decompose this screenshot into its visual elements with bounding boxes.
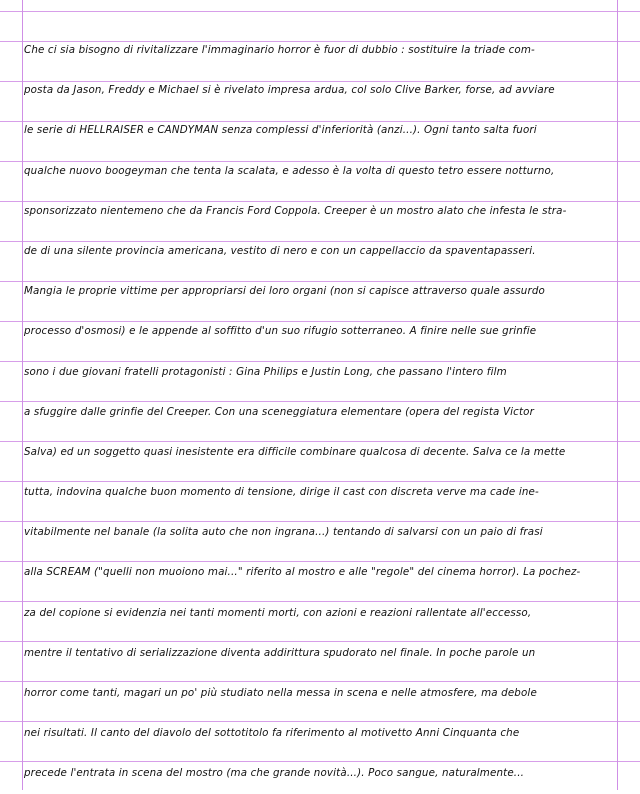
handwritten-review-text — [24, 30, 620, 794]
text-line: qualche nuovo boogeyman che tenta la scalata, e adesso è la volta di questo tetro essere notturno, — [24, 164, 555, 177]
text-line: de di una silente provincia americana, vestito di nero e con un cappellaccio da spaventapasseri. — [24, 244, 536, 257]
text-line: vitabilmente nel banale (la solita auto che non ingrana...) tentando di salvarsi con un paio di frasi — [24, 526, 543, 539]
left-margin-rule — [22, 0, 23, 790]
text-line: nei risultati. Il canto del diavolo del sottotitolo fa riferimento al motivetto Anni Cinquanta che — [24, 727, 520, 740]
text-line: sono i due giovani fratelli protagonisti : Gina Philips e Justin Long, che passano l'intero film — [24, 365, 507, 378]
text-line: Che ci sia bisogno di rivitalizzare l'immaginario horror è fuor di dubbio : sostituire la triade com- — [24, 44, 535, 56]
text-line: le serie di HELLRAISER e CANDYMAN senza complessi d'inferiorità (anzi...). Ogni tanto salta fuori — [24, 124, 537, 137]
text-line: alla SCREAM ("quelli non muoiono mai..." riferito al mostro e alle "regole" del cinema horror). La pochez- — [24, 566, 581, 579]
text-line: sponsorizzato nientemeno che da Francis Ford Coppola. Creeper è un mostro alato che infesta le stra- — [24, 204, 567, 217]
text-line: tutta, indovina qualche buon momento di tensione, dirige il cast con discreta verve ma cade ine- — [24, 486, 539, 499]
text-line: posta da Jason, Freddy e Michael si è rivelato impresa ardua, col solo Clive Barker, forse, ad avviare — [24, 84, 555, 97]
text-line: horror come tanti, magari un po' più studiato nella messa in scena e nelle atmosfere, ma debole — [24, 687, 537, 699]
text-line: Mangia le proprie vittime per appropriarsi dei loro organi (non si capisce attraverso quale assurdo — [24, 285, 545, 298]
text-line: mentre il tentativo di serializzazione diventa addirittura spudorato nel finale. In poche parole un — [24, 646, 536, 659]
text-line: Salva) ed un soggetto quasi inesistente era difficile combinare qualcosa di decente. Salva ce la mette — [24, 445, 566, 458]
text-line: processo d'osmosi) e le appende al soffitto d'un suo rifugio sotterraneo. A finire nelle sue grinfie — [24, 325, 537, 338]
text-line: a sfuggire dalle grinfie del Creeper. Con una sceneggiatura elementare (opera del regista Victor — [24, 405, 534, 418]
text-line: za del copione si evidenzia nei tanti momenti morti, con azioni e reazioni rallentate all'eccesso, — [24, 606, 532, 619]
text-line: precede l'entrata in scena del mostro (ma che grande novità...). Poco sangue, naturalmente... — [24, 767, 525, 780]
